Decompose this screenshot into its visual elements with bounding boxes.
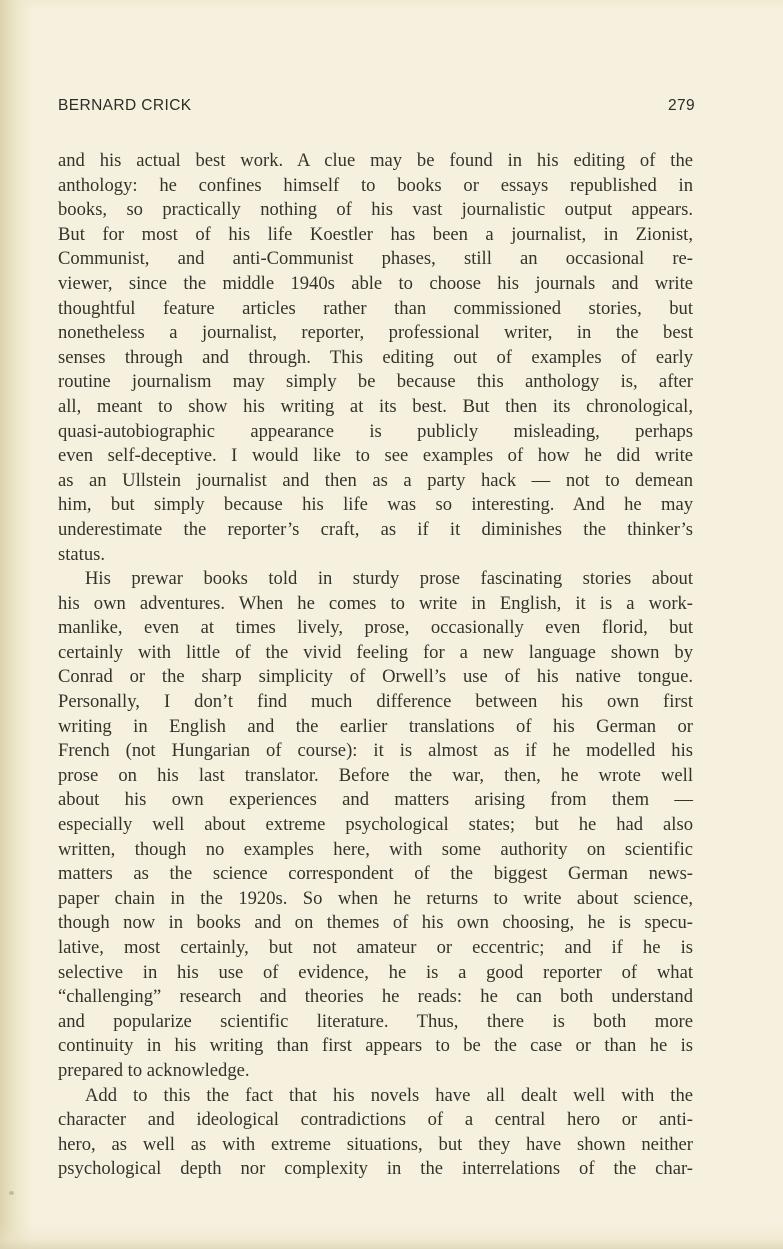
- paragraph: [58, 149, 693, 567]
- page-number: 279: [667, 97, 695, 114]
- text-line: anthology: he confines himself to books or essays republished in: [58, 174, 693, 196]
- text-line: nonetheless a journalist, reporter, professional writer, in the best: [58, 322, 693, 344]
- text-line: even self-deceptive. I would like to see examples of how he did write: [58, 445, 693, 467]
- page-body: [58, 149, 693, 1182]
- text-line: But for most of his life Koestler has been a journalist, in Zionist,: [58, 223, 693, 245]
- text-line: and popularize scientific literature. Thus, there is both more: [58, 1010, 693, 1032]
- text-line: His prewar books told in sturdy prose fascinating stories about: [85, 568, 693, 590]
- text-line: manlike, even at times lively, prose, occasionally even florid, but: [58, 617, 693, 639]
- text-line: Add to this the fact that his novels have all dealt well with the: [85, 1084, 693, 1106]
- running-head-author: BERNARD CRICK: [58, 97, 192, 114]
- text-line: hero, as well as with extreme situations, but they have shown neither: [58, 1133, 693, 1155]
- text-line: and his actual best work. A clue may be found in his editing of the: [58, 150, 693, 171]
- paragraph: [58, 567, 693, 1083]
- text-line: psychological depth nor complexity in the interrelations of the char-: [58, 1158, 693, 1180]
- text-line: continuity in his writing than first appears to be the case or than he is: [58, 1035, 693, 1057]
- text-line: lative, most certainly, but not amateur or eccentric; and if he is: [58, 937, 693, 958]
- text-line: about his own experiences and matters arising from them —: [58, 789, 693, 811]
- text-line: character and ideological contradictions of a central hero or anti-: [58, 1109, 693, 1131]
- text-line: as an Ullstein journalist and then as a party hack — not to demean: [58, 469, 693, 491]
- page-gutter-shadow: [0, 0, 34, 1249]
- text-line: quasi-autobiographic appearance is publicly misleading, perhaps: [58, 420, 693, 442]
- text-line: underestimate the reporter’s craft, as if it diminishes the thinker’s: [58, 518, 693, 540]
- text-line: “challenging” research and theories he reads: he can both understand: [58, 986, 693, 1008]
- text-line: Conrad or the sharp simplicity of Orwell’s use of his native tongue.: [58, 666, 693, 688]
- text-line: especially well about extreme psychological states; but he had also: [58, 814, 693, 836]
- text-line: viewer, since the middle 1940s able to choose his journals and write: [58, 272, 693, 294]
- text-line: routine journalism may simply be because this anthology is, after: [58, 371, 693, 393]
- text-line: matters as the science correspondent of the biggest German news-: [58, 863, 693, 885]
- text-line: all, meant to show his writing at its best. But then its chronological,: [58, 395, 693, 417]
- text-line: paper chain in the 1920s. So when he returns to write about science,: [58, 887, 693, 909]
- running-header: [58, 97, 695, 115]
- text-line: writing in English and the earlier translations of his German or: [58, 715, 693, 737]
- text-line: prose on his last translator. Before the war, then, he wrote well: [58, 764, 693, 786]
- text-line: selective in his use of evidence, he is a good reporter of what: [58, 961, 693, 983]
- page-top-shadow: [0, 0, 783, 10]
- text-line: status.: [58, 543, 106, 565]
- scan-speck: [9, 1191, 14, 1195]
- text-line: written, though no examples here, with some authority on scientific: [58, 838, 693, 860]
- paragraph: [58, 1084, 693, 1182]
- text-line: him, but simply because his life was so interesting. And he may: [58, 494, 693, 516]
- text-line: French (not Hungarian of course): it is almost as if he modelled his: [58, 740, 693, 762]
- page-bottom-shadow: [0, 1223, 783, 1249]
- text-line: prepared to acknowledge.: [58, 1059, 250, 1081]
- text-line: senses through and through. This editing out of examples of early: [58, 346, 693, 368]
- text-line: certainly with little of the vivid feeling for a new language shown by: [58, 641, 693, 663]
- text-line: thoughtful feature articles rather than commissioned stories, but: [58, 297, 693, 319]
- text-line: though now in books and on themes of his own choosing, he is specu-: [58, 912, 693, 934]
- text-line: his own adventures. When he comes to write in English, it is a work-: [58, 592, 693, 614]
- text-line: Communist, and anti-Communist phases, still an occasional re-: [58, 248, 693, 270]
- text-line: books, so practically nothing of his vast journalistic output appears.: [58, 199, 693, 221]
- text-line: Personally, I don’t find much difference between his own first: [58, 691, 693, 713]
